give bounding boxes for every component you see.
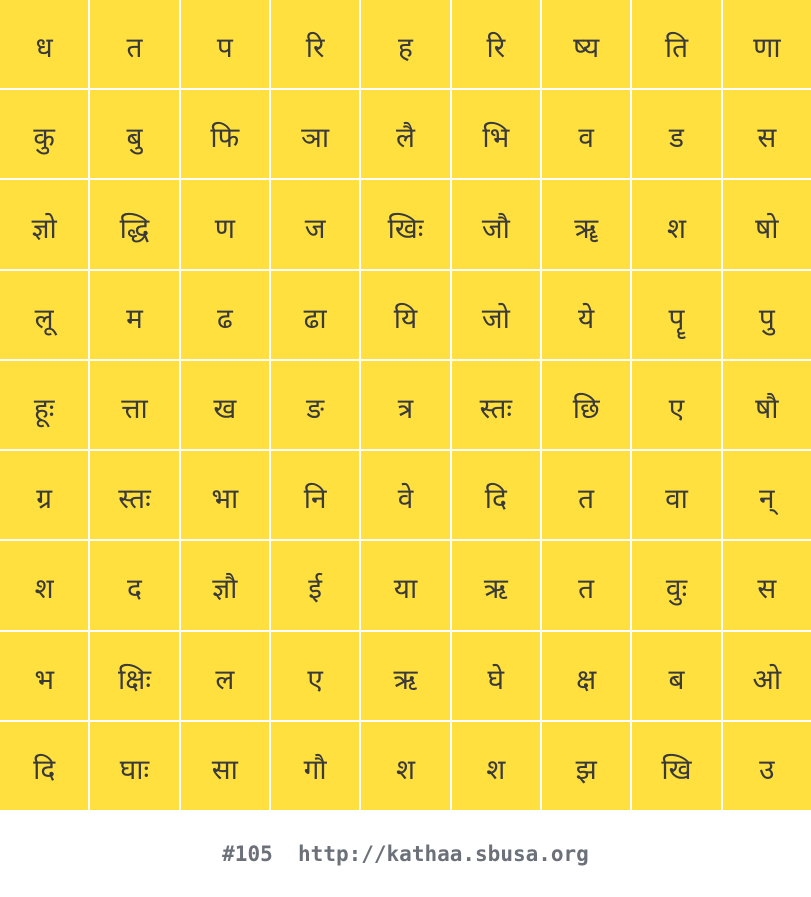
grid-cell-r6-c8[interactable]: वा <box>632 451 720 539</box>
grid-cell-r4-c7[interactable]: ये <box>542 271 630 359</box>
grid-cell-r4-c6[interactable]: जो <box>452 271 540 359</box>
grid-cell-r6-c6[interactable]: दि <box>452 451 540 539</box>
puzzle-number: #105 <box>222 841 273 866</box>
grid-cell-r3-c5[interactable]: खिः <box>361 180 449 268</box>
grid-cell-r5-c6[interactable]: स्तः <box>452 361 540 449</box>
grid-cell-r4-c8[interactable]: पॄ <box>632 271 720 359</box>
grid-cell-r7-c8[interactable]: वुः <box>632 541 720 629</box>
grid-cell-r4-c2[interactable]: म <box>90 271 178 359</box>
grid-cell-r9-c4[interactable]: गौ <box>271 722 359 810</box>
grid-cell-r2-c2[interactable]: बु <box>90 90 178 178</box>
grid-cell-r2-c1[interactable]: कु <box>0 90 88 178</box>
grid-cell-r6-c5[interactable]: वे <box>361 451 449 539</box>
grid-cell-r1-c4[interactable]: रि <box>271 0 359 88</box>
grid-cell-r1-c6[interactable]: रि <box>452 0 540 88</box>
grid-cell-r6-c7[interactable]: त <box>542 451 630 539</box>
grid-cell-r5-c7[interactable]: छि <box>542 361 630 449</box>
grid-cell-r4-c5[interactable]: यि <box>361 271 449 359</box>
grid-cell-r3-c1[interactable]: ज्ञो <box>0 180 88 268</box>
grid-cell-r8-c2[interactable]: क्षिः <box>90 632 178 720</box>
grid-cell-r3-c9[interactable]: षो <box>723 180 811 268</box>
grid-cell-r8-c9[interactable]: ओ <box>723 632 811 720</box>
grid-cell-r4-c1[interactable]: लू <box>0 271 88 359</box>
grid-cell-r5-c4[interactable]: ङ <box>271 361 359 449</box>
grid-cell-r1-c8[interactable]: ति <box>632 0 720 88</box>
grid-cell-r1-c5[interactable]: ह <box>361 0 449 88</box>
grid-cell-r7-c1[interactable]: श <box>0 541 88 629</box>
grid-cell-r8-c1[interactable]: भ <box>0 632 88 720</box>
grid-cell-r5-c1[interactable]: हूः <box>0 361 88 449</box>
grid-cell-r8-c4[interactable]: ए <box>271 632 359 720</box>
grid-cell-r7-c6[interactable]: ऋ <box>452 541 540 629</box>
grid-cell-r5-c2[interactable]: त्ता <box>90 361 178 449</box>
grid-cell-r2-c9[interactable]: स <box>723 90 811 178</box>
grid-cell-r6-c2[interactable]: स्तः <box>90 451 178 539</box>
grid-cell-r1-c2[interactable]: त <box>90 0 178 88</box>
grid-cell-r5-c5[interactable]: त्र <box>361 361 449 449</box>
grid-cell-r4-c3[interactable]: ढ <box>181 271 269 359</box>
grid-cell-r1-c3[interactable]: प <box>181 0 269 88</box>
grid-cell-r3-c7[interactable]: ॠ <box>542 180 630 268</box>
grid-cell-r2-c6[interactable]: भि <box>452 90 540 178</box>
grid-cell-r9-c5[interactable]: श <box>361 722 449 810</box>
grid-cell-r8-c6[interactable]: घे <box>452 632 540 720</box>
grid-cell-r4-c9[interactable]: पु <box>723 271 811 359</box>
grid-cell-r3-c4[interactable]: ज <box>271 180 359 268</box>
grid-cell-r9-c1[interactable]: दि <box>0 722 88 810</box>
grid-cell-r6-c4[interactable]: नि <box>271 451 359 539</box>
grid-cell-r7-c7[interactable]: त <box>542 541 630 629</box>
grid-cell-r5-c8[interactable]: ए <box>632 361 720 449</box>
grid-cell-r3-c3[interactable]: ण <box>181 180 269 268</box>
grid-cell-r6-c9[interactable]: न् <box>723 451 811 539</box>
grid-cell-r3-c2[interactable]: द्धि <box>90 180 178 268</box>
grid-cell-r7-c5[interactable]: या <box>361 541 449 629</box>
grid-cell-r6-c1[interactable]: ग्र <box>0 451 88 539</box>
grid-cell-r5-c9[interactable]: षौ <box>723 361 811 449</box>
grid-cell-r9-c8[interactable]: खि <box>632 722 720 810</box>
grid-cell-r3-c8[interactable]: श <box>632 180 720 268</box>
grid-cell-r7-c4[interactable]: ई <box>271 541 359 629</box>
grid-cell-r2-c4[interactable]: ञा <box>271 90 359 178</box>
grid-cell-r7-c3[interactable]: ज्ञौ <box>181 541 269 629</box>
grid-cell-r9-c6[interactable]: श <box>452 722 540 810</box>
grid-cell-r6-c3[interactable]: भा <box>181 451 269 539</box>
grid-cell-r4-c4[interactable]: ढा <box>271 271 359 359</box>
grid-cell-r8-c8[interactable]: ब <box>632 632 720 720</box>
grid-cell-r8-c5[interactable]: ऋ <box>361 632 449 720</box>
grid-cell-r1-c7[interactable]: ष्य <box>542 0 630 88</box>
grid-cell-r9-c7[interactable]: झ <box>542 722 630 810</box>
grid-cell-r5-c3[interactable]: ख <box>181 361 269 449</box>
grid-cell-r2-c3[interactable]: फि <box>181 90 269 178</box>
grid-cell-r8-c3[interactable]: ल <box>181 632 269 720</box>
footer <box>0 810 811 897</box>
grid-cell-r1-c1[interactable]: ध <box>0 0 88 88</box>
grid-cell-r2-c8[interactable]: ड <box>632 90 720 178</box>
site-url: http://kathaa.sbusa.org <box>298 841 589 866</box>
grid-cell-r3-c6[interactable]: जौ <box>452 180 540 268</box>
grid-cell-r8-c7[interactable]: क्ष <box>542 632 630 720</box>
grid-cell-r7-c2[interactable]: द <box>90 541 178 629</box>
grid-cell-r9-c9[interactable]: उ <box>723 722 811 810</box>
grid-cell-r7-c9[interactable]: स <box>723 541 811 629</box>
grid-cell-r2-c7[interactable]: व <box>542 90 630 178</box>
grid-cell-r9-c2[interactable]: घाः <box>90 722 178 810</box>
grid-cell-r9-c3[interactable]: सा <box>181 722 269 810</box>
grid-cell-r1-c9[interactable]: णा <box>723 0 811 88</box>
grid-cell-r2-c5[interactable]: लै <box>361 90 449 178</box>
